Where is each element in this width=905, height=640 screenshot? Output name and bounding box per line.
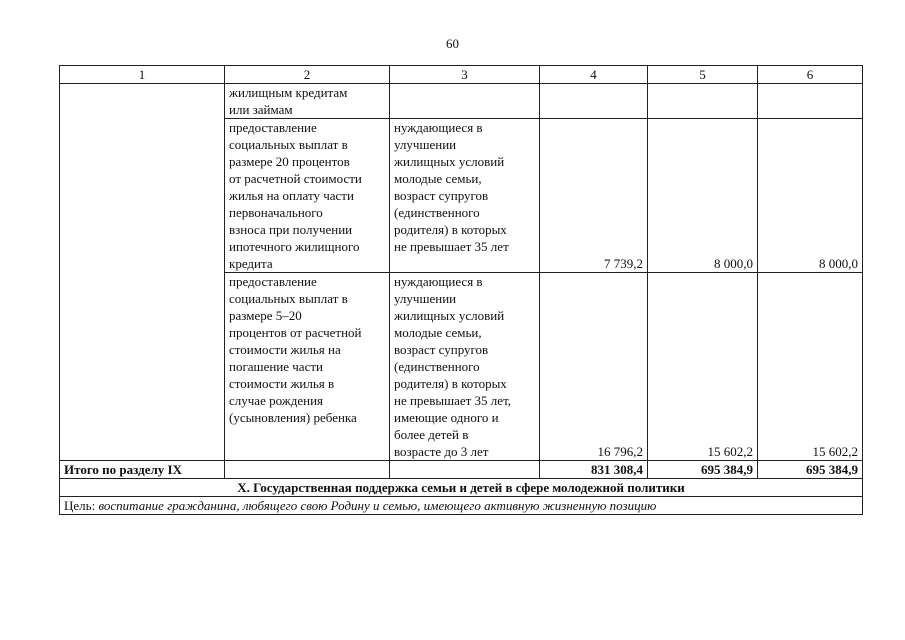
table-header-row (60, 66, 863, 84)
value-col5: 8 000,0 (648, 119, 758, 273)
budget-table (59, 65, 863, 515)
value-col4: 16 796,2 (540, 273, 648, 461)
total-col6: 695 384,9 (758, 461, 863, 479)
value-col6 (758, 84, 863, 119)
header-cell-2: 2 (225, 66, 390, 84)
header-cell-3: 3 (390, 66, 540, 84)
section-cell (60, 84, 225, 461)
total-empty-cell (225, 461, 390, 479)
recipients-cell: нуждающиеся в улучшении жилищных условий молодые семьи, возраст супругов (единственного родителя) в которых не превышает 35 лет (390, 119, 540, 273)
header-cell-1: 1 (60, 66, 225, 84)
goal-cell (60, 497, 863, 515)
header-cell-6: 6 (758, 66, 863, 84)
page-number: 60 (446, 36, 459, 51)
value-col6: 15 602,2 (758, 273, 863, 461)
section-title: X. Государственная поддержка семьи и детей в сфере молодежной политики (60, 479, 863, 497)
goal-text: воспитание гражданина, любящего свою Родину и семью, имеющего активную жизненную позицию (98, 498, 657, 513)
goal-row (60, 497, 863, 515)
value-col5 (648, 84, 758, 119)
value-col6: 8 000,0 (758, 119, 863, 273)
section-title-row (60, 479, 863, 497)
total-label: Итого по разделу IX (60, 461, 225, 479)
total-col4: 831 308,4 (540, 461, 648, 479)
value-col4: 7 739,2 (540, 119, 648, 273)
header-cell-4: 4 (540, 66, 648, 84)
measure-cell: жилищным кредитам или займам (225, 84, 390, 119)
header-cell-5: 5 (648, 66, 758, 84)
total-empty-cell (390, 461, 540, 479)
value-col5: 15 602,2 (648, 273, 758, 461)
total-row (60, 461, 863, 479)
value-col4 (540, 84, 648, 119)
measure-cell: предоставление социальных выплат в размере 5–20 процентов от расчетной стоимости жилья на погашение части стоимости жилья в случае рождения (усыновления) ребенка (225, 273, 390, 461)
measure-cell: предоставление социальных выплат в размере 20 процентов от расчетной стоимости жилья на оплату части первоначального взноса при получении ипотечного жилищного кредита (225, 119, 390, 273)
recipients-cell: нуждающиеся в улучшении жилищных условий молодые семьи, возраст супругов (единственного родителя) в которых не превышает 35 лет, имеющие одного и более детей в возрасте до 3 лет (390, 273, 540, 461)
recipients-cell (390, 84, 540, 119)
table-row (60, 84, 863, 119)
goal-label: Цель: (64, 498, 99, 513)
total-col5: 695 384,9 (648, 461, 758, 479)
